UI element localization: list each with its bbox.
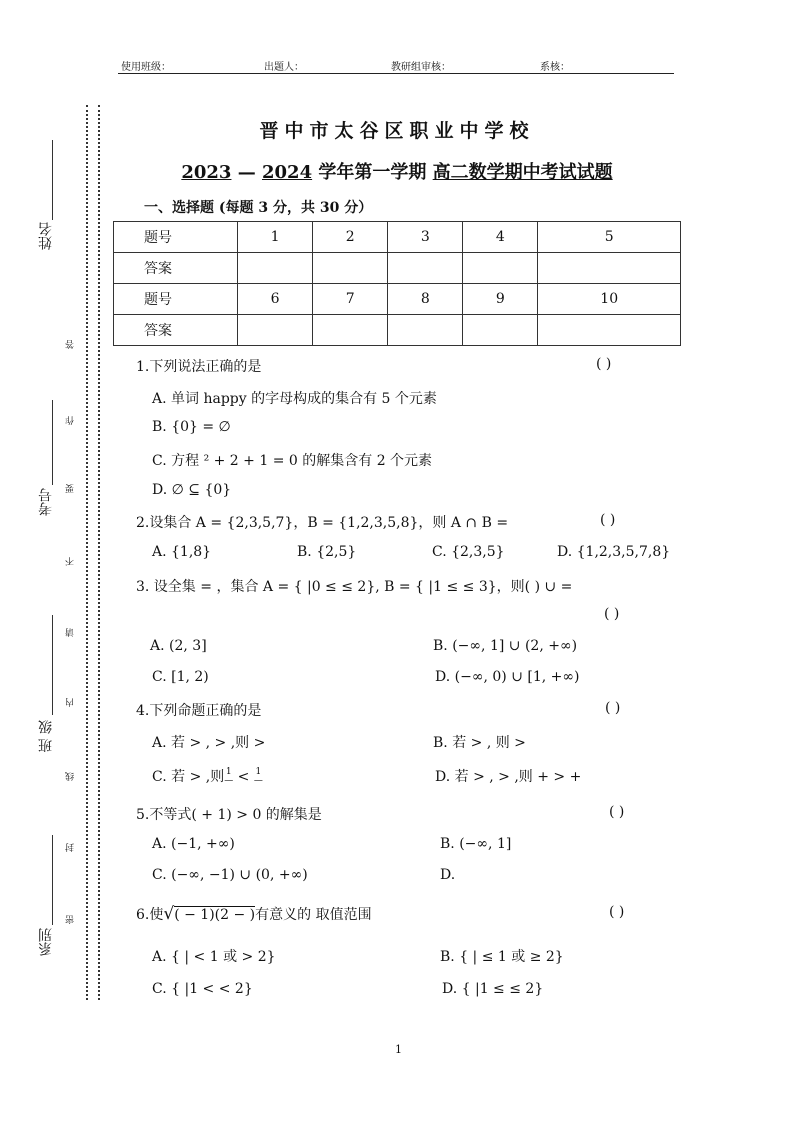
q6-answer-paren[interactable]: ( ) xyxy=(609,904,625,920)
sqrt-icon: √ xyxy=(163,904,175,924)
q4-option-c xyxy=(152,766,263,786)
answer-cell[interactable] xyxy=(538,315,681,346)
q2-option-a: A. {1,8} xyxy=(152,544,212,560)
header-class-label: 使用班级： xyxy=(121,62,171,73)
q2-option-b: B. {2,5} xyxy=(297,544,357,560)
q6-option-b: B. { | ≤ 1 或 ≥ 2} xyxy=(440,949,564,965)
year-end: 2024 xyxy=(262,162,313,183)
table-cell-ans-label: 答案 xyxy=(114,253,238,284)
side-class-line xyxy=(52,615,53,715)
q6-option-a: A. { | < 1 或 > 2} xyxy=(152,949,276,965)
header-review-label: 教研组审核： xyxy=(391,62,451,73)
q2-stem: 2.设集合 A = {2,3,5,7}，B = {1,2,3,5,8}，则 A ∩ B = xyxy=(136,515,509,531)
q3-option-b: B. (−∞, 1] ∪ (2, +∞) xyxy=(433,638,578,654)
side-warning-4: 请 xyxy=(66,628,76,637)
q5-answer-paren[interactable]: ( ) xyxy=(609,804,625,820)
q4-answer-paren[interactable]: ( ) xyxy=(605,700,621,716)
table-cell: 4 xyxy=(463,222,538,253)
q2-option-d: D. {1,2,3,5,7,8} xyxy=(557,544,671,560)
side-class-label: 班 级 xyxy=(38,720,54,753)
school-name: 晋中市太谷区职业中学校 xyxy=(259,120,535,142)
page-number: 1 xyxy=(395,1043,402,1056)
q5-option-b: B. (−∞, 1] xyxy=(440,836,512,852)
table-cell: 5 xyxy=(538,222,681,253)
q4-stem: 4.下列命题正确的是 xyxy=(136,703,262,719)
header-author-label: 出题人： xyxy=(264,62,304,73)
side-exam-no-line xyxy=(52,400,53,485)
answer-cell[interactable] xyxy=(388,253,463,284)
side-warning-7: 封 xyxy=(66,843,76,852)
q6-stem xyxy=(136,904,372,924)
q1-option-d: D. ∅ ⊆ {0} xyxy=(152,482,232,498)
exam-title xyxy=(0,158,794,184)
q4-fraction-1-num: 1 xyxy=(225,767,232,777)
q2-option-c: C. {2,3,5} xyxy=(432,544,505,560)
year-dash: — xyxy=(231,162,262,183)
answer-cell[interactable] xyxy=(463,315,538,346)
q4-option-d: D. 若 > , > ,则 + > + xyxy=(435,769,582,785)
answer-cell[interactable] xyxy=(538,253,681,284)
side-warning-1: 作 xyxy=(66,416,76,425)
binding-dotted-line-right xyxy=(98,105,100,1000)
q6-stem-pre: 6.使 xyxy=(136,907,164,923)
q4-fraction-1: 1 — xyxy=(224,767,234,786)
table-cell-num-label: 题号 xyxy=(114,222,238,253)
side-warning-3: 不 xyxy=(66,557,76,566)
q1-stem: 1.下列说法正确的是 xyxy=(136,359,262,375)
side-dept-label: 系别 xyxy=(38,928,54,956)
q4-option-c-text: C. 若 > ,则 xyxy=(152,769,225,785)
table-cell: 9 xyxy=(463,284,538,315)
q6-option-c: C. { |1 < < 2} xyxy=(152,981,253,997)
side-name-label: 姓名 xyxy=(38,222,54,250)
table-cell-num-label: 题号 xyxy=(114,284,238,315)
q6-option-d: D. { |1 ≤ ≤ 2} xyxy=(442,981,544,997)
q1-option-c: C. 方程 ² + 2 + 1 = 0 的解集含有 2 个元素 xyxy=(152,453,433,469)
answer-cell[interactable] xyxy=(238,315,313,346)
table-cell: 2 xyxy=(313,222,388,253)
q4-option-c-lt: < xyxy=(233,769,254,785)
q3-option-d: D. (−∞, 0) ∪ [1, +∞) xyxy=(435,669,580,685)
answer-table xyxy=(113,221,681,346)
side-warning-5: 内 xyxy=(66,698,76,707)
q3-answer-paren[interactable]: ( ) xyxy=(604,606,620,622)
q2-answer-paren[interactable]: ( ) xyxy=(600,512,616,528)
q1-option-b: B. {0} = ∅ xyxy=(152,419,231,435)
side-warning-0: 答 xyxy=(66,340,76,349)
q4-fraction-2-num: 1 xyxy=(255,767,262,777)
table-cell: 8 xyxy=(388,284,463,315)
q4-option-b: B. 若 > , 则 > xyxy=(433,735,526,751)
q6-stem-post: 有意义的 取值范围 xyxy=(255,907,372,923)
side-warning-8: 密 xyxy=(66,915,76,924)
q3-stem: 3. 设全集 = ，集合 A = { |0 ≤ ≤ 2}, B = { |1 ≤ ≤ 3}，则( ) ∪ = xyxy=(136,579,573,595)
term-text: 学年第一学期 xyxy=(312,162,433,183)
table-cell: 1 xyxy=(238,222,313,253)
table-cell-ans-label: 答案 xyxy=(114,315,238,346)
q4-fraction-2: 1 — xyxy=(253,767,263,786)
table-cell: 3 xyxy=(388,222,463,253)
table-row xyxy=(114,315,681,346)
table-row xyxy=(114,284,681,315)
side-dept-line xyxy=(52,835,53,925)
section-heading: 一、选择题 (每题 3 分，共 30 分） xyxy=(144,200,373,216)
table-row xyxy=(114,222,681,253)
table-cell: 10 xyxy=(538,284,681,315)
q5-option-d: D. xyxy=(440,867,456,883)
q6-radicand: ( − 1)(2 − ) xyxy=(174,907,256,923)
side-warning-2: 要 xyxy=(66,484,76,493)
answer-cell[interactable] xyxy=(463,253,538,284)
side-exam-no-label: 考号 xyxy=(38,488,54,516)
table-cell: 7 xyxy=(313,284,388,315)
binding-dotted-line-left xyxy=(86,105,88,1000)
table-cell: 6 xyxy=(238,284,313,315)
q5-stem: 5.不等式( + 1) > 0 的解集是 xyxy=(136,807,322,823)
q3-option-a: A. (2, 3] xyxy=(150,638,207,654)
q1-answer-paren[interactable]: ( ) xyxy=(596,356,612,372)
side-warning-6: 线 xyxy=(66,772,76,781)
header-dept-label: 系核： xyxy=(540,62,570,73)
answer-cell[interactable] xyxy=(313,315,388,346)
year-start: 2023 xyxy=(181,162,232,183)
q5-option-c: C. (−∞, −1) ∪ (0, +∞) xyxy=(152,867,308,883)
q4-option-a: A. 若 > , > ,则 > xyxy=(152,735,266,751)
table-row xyxy=(114,253,681,284)
exam-name: 高二数学期中考试试题 xyxy=(432,162,613,183)
answer-cell[interactable] xyxy=(238,253,313,284)
header-rule xyxy=(118,73,674,74)
answer-cell[interactable] xyxy=(313,253,388,284)
answer-cell[interactable] xyxy=(388,315,463,346)
q1-option-a: A. 单词 happy 的字母构成的集合有 5 个元素 xyxy=(152,391,437,407)
q3-option-c: C. [1, 2) xyxy=(152,669,209,685)
q5-option-a: A. (−1, +∞) xyxy=(152,836,235,852)
